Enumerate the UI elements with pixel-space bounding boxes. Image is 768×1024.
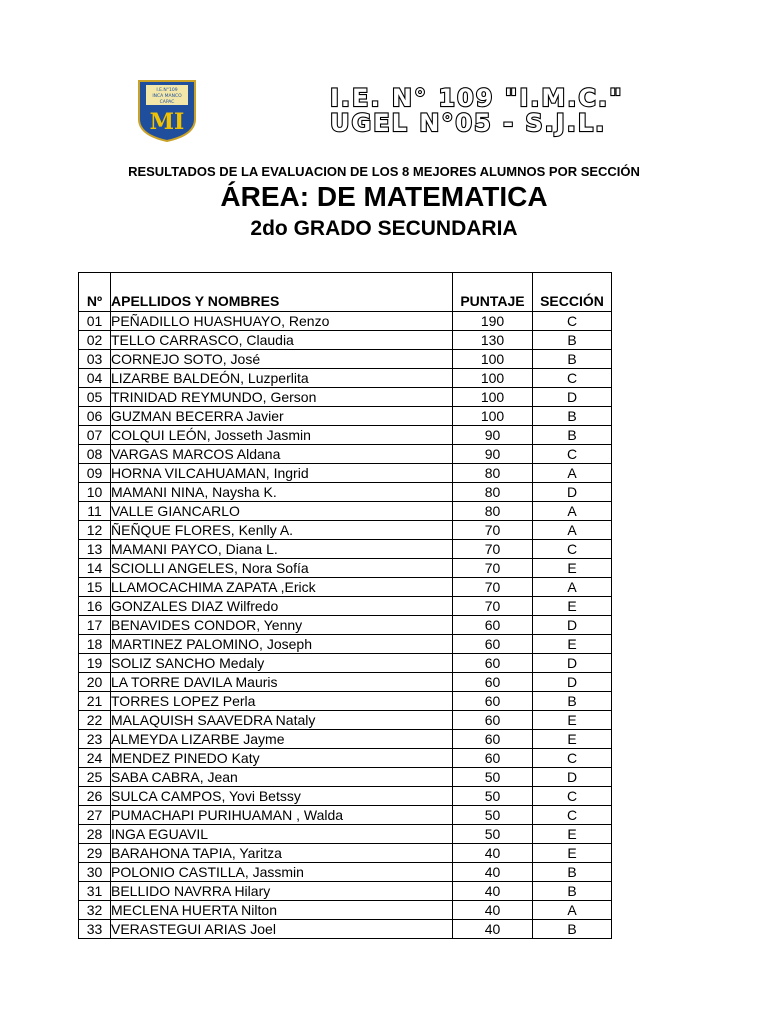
row-number: 33 (79, 920, 111, 939)
score-cell: 60 (453, 749, 533, 768)
section-cell: A (533, 578, 612, 597)
score-cell: 60 (453, 654, 533, 673)
score-cell: 50 (453, 825, 533, 844)
section-cell: C (533, 445, 612, 464)
row-number: 12 (79, 521, 111, 540)
score-cell: 40 (453, 901, 533, 920)
row-number: 13 (79, 540, 111, 559)
row-number: 29 (79, 844, 111, 863)
table-row (79, 673, 612, 692)
score-cell: 60 (453, 616, 533, 635)
row-number: 21 (79, 692, 111, 711)
score-cell: 60 (453, 635, 533, 654)
row-number: 01 (79, 312, 111, 331)
row-number: 22 (79, 711, 111, 730)
score-cell: 60 (453, 730, 533, 749)
score-cell: 40 (453, 844, 533, 863)
row-number: 23 (79, 730, 111, 749)
student-name: MAMANI NINA, Naysha K. (111, 483, 453, 502)
score-cell: 70 (453, 597, 533, 616)
table-row (79, 863, 612, 882)
score-cell: 40 (453, 863, 533, 882)
section-cell: D (533, 388, 612, 407)
score-cell: 60 (453, 692, 533, 711)
score-cell: 60 (453, 673, 533, 692)
section-cell: E (533, 597, 612, 616)
section-cell: E (533, 825, 612, 844)
row-number: 15 (79, 578, 111, 597)
section-cell: C (533, 540, 612, 559)
row-number: 18 (79, 635, 111, 654)
table-row (79, 312, 612, 331)
student-name: GUZMAN BECERRA Javier (111, 407, 453, 426)
table-row (79, 635, 612, 654)
results-subtitle: RESULTADOS DE LA EVALUACION DE LOS 8 MEJORES ALUMNOS POR SECCIÓN (128, 164, 640, 179)
score-cell: 130 (453, 331, 533, 350)
score-cell: 40 (453, 882, 533, 901)
row-number: 09 (79, 464, 111, 483)
section-cell: B (533, 407, 612, 426)
results-table (78, 272, 612, 939)
row-number: 32 (79, 901, 111, 920)
area-title: ÁREA: DE MATEMATICA (220, 181, 548, 212)
score-cell: 70 (453, 540, 533, 559)
section-cell: C (533, 787, 612, 806)
logo-letters: MI (149, 109, 185, 135)
table-row (79, 806, 612, 825)
student-name: CORNEJO SOTO, José (111, 350, 453, 369)
score-cell: 60 (453, 711, 533, 730)
section-cell: C (533, 749, 612, 768)
student-name: TELLO CARRASCO, Claudia (111, 331, 453, 350)
table-row (79, 597, 612, 616)
section-cell: B (533, 331, 612, 350)
score-cell: 100 (453, 388, 533, 407)
table-row (79, 521, 612, 540)
table-row (79, 692, 612, 711)
table-row (79, 616, 612, 635)
student-name: BELLIDO NAVRRA Hilary (111, 882, 453, 901)
section-cell: B (533, 692, 612, 711)
section-cell: B (533, 882, 612, 901)
shield-emblem-icon (137, 79, 197, 143)
student-name: HORNA VILCAHUAMAN, Ingrid (111, 464, 453, 483)
score-cell: 80 (453, 464, 533, 483)
row-number: 30 (79, 863, 111, 882)
table-row (79, 388, 612, 407)
student-name: ALMEYDA LIZARBE Jayme (111, 730, 453, 749)
student-name: PUMACHAPI PURIHUAMAN , Walda (111, 806, 453, 825)
student-name: MARTINEZ PALOMINO, Joseph (111, 635, 453, 654)
score-cell: 100 (453, 407, 533, 426)
svg-text:CAPAC: CAPAC (159, 100, 175, 105)
score-cell: 90 (453, 445, 533, 464)
row-number: 27 (79, 806, 111, 825)
table-row (79, 787, 612, 806)
score-cell: 70 (453, 559, 533, 578)
row-number: 31 (79, 882, 111, 901)
student-name: POLONIO CASTILLA, Jassmin (111, 863, 453, 882)
row-number: 25 (79, 768, 111, 787)
table-row (79, 749, 612, 768)
svg-text:INCA MANCO: INCA MANCO (152, 94, 182, 99)
school-title (330, 86, 750, 136)
student-name: LLAMOCACHIMA ZAPATA ,Erick (111, 578, 453, 597)
table-row (79, 882, 612, 901)
student-name: MAMANI PAYCO, Diana L. (111, 540, 453, 559)
table-row (79, 825, 612, 844)
score-cell: 90 (453, 426, 533, 445)
table-row (79, 502, 612, 521)
section-cell: A (533, 464, 612, 483)
student-name: GONZALES DIAZ Wilfredo (111, 597, 453, 616)
student-name: COLQUI LEÓN, Josseth Jasmin (111, 426, 453, 445)
section-cell: E (533, 559, 612, 578)
table-row (79, 331, 612, 350)
student-name: MALAQUISH SAAVEDRA Nataly (111, 711, 453, 730)
table-row (79, 578, 612, 597)
student-name: BARAHONA TAPIA, Yaritza (111, 844, 453, 863)
row-number: 20 (79, 673, 111, 692)
section-cell: A (533, 901, 612, 920)
table-row (79, 464, 612, 483)
row-number: 08 (79, 445, 111, 464)
table-row (79, 445, 612, 464)
student-name: ÑEÑQUE FLORES, Kenlly A. (111, 521, 453, 540)
student-name: MENDEZ PINEDO Katy (111, 749, 453, 768)
school-logo (137, 79, 197, 143)
section-cell: D (533, 673, 612, 692)
student-name: LA TORRE DAVILA Mauris (111, 673, 453, 692)
student-name: VERASTEGUI ARIAS Joel (111, 920, 453, 939)
section-cell: E (533, 730, 612, 749)
section-cell: D (533, 768, 612, 787)
student-name: SABA CABRA, Jean (111, 768, 453, 787)
row-number: 19 (79, 654, 111, 673)
section-cell: D (533, 483, 612, 502)
logo-band-text: I.E.N°109 (156, 88, 178, 93)
student-name: MECLENA HUERTA Nilton (111, 901, 453, 920)
row-number: 26 (79, 787, 111, 806)
student-name: PEÑADILLO HUASHUAYO, Renzo (111, 312, 453, 331)
row-number: 28 (79, 825, 111, 844)
section-cell: E (533, 844, 612, 863)
row-number: 16 (79, 597, 111, 616)
table-row (79, 730, 612, 749)
table-row (79, 540, 612, 559)
section-cell: A (533, 521, 612, 540)
section-cell: E (533, 711, 612, 730)
row-number: 06 (79, 407, 111, 426)
section-cell: B (533, 920, 612, 939)
table-row (79, 369, 612, 388)
row-number: 17 (79, 616, 111, 635)
score-cell: 50 (453, 787, 533, 806)
row-number: 11 (79, 502, 111, 521)
row-number: 05 (79, 388, 111, 407)
score-cell: 80 (453, 483, 533, 502)
row-number: 03 (79, 350, 111, 369)
section-cell: D (533, 654, 612, 673)
row-number: 07 (79, 426, 111, 445)
section-cell: C (533, 806, 612, 825)
student-name: VALLE GIANCARLO (111, 502, 453, 521)
table-row (79, 654, 612, 673)
student-name: INGA EGUAVIL (111, 825, 453, 844)
score-cell: 190 (453, 312, 533, 331)
table-row (79, 844, 612, 863)
score-cell: 100 (453, 350, 533, 369)
section-cell: C (533, 369, 612, 388)
table-row (79, 350, 612, 369)
grade-title: 2do GRADO SECUNDARIA (250, 217, 518, 240)
column-header-score: PUNTAJE (453, 273, 533, 312)
student-name: SULCA CAMPOS, Yovi Betssy (111, 787, 453, 806)
row-number: 10 (79, 483, 111, 502)
student-name: TORRES LOPEZ Perla (111, 692, 453, 711)
column-header-section: SECCIÓN (533, 273, 612, 312)
table-row (79, 483, 612, 502)
student-name: SOLIZ SANCHO Medaly (111, 654, 453, 673)
score-cell: 50 (453, 768, 533, 787)
row-number: 02 (79, 331, 111, 350)
score-cell: 100 (453, 369, 533, 388)
table-row (79, 407, 612, 426)
score-cell: 70 (453, 521, 533, 540)
section-cell: E (533, 635, 612, 654)
table-row (79, 901, 612, 920)
table-header-row (79, 273, 612, 312)
student-name: BENAVIDES CONDOR, Yenny (111, 616, 453, 635)
section-cell: C (533, 312, 612, 331)
ugel-name: UGEL N°05 - S.J.L. (330, 109, 607, 137)
student-name: TRINIDAD REYMUNDO, Gerson (111, 388, 453, 407)
section-cell: B (533, 350, 612, 369)
column-header-name: APELLIDOS Y NOMBRES (111, 273, 453, 312)
student-name: SCIOLLI ANGELES, Nora Sofía (111, 559, 453, 578)
section-cell: B (533, 426, 612, 445)
row-number: 24 (79, 749, 111, 768)
column-header-number: Nº (79, 273, 111, 312)
row-number: 14 (79, 559, 111, 578)
school-name: I.E. N° 109 "I.M.C." (330, 84, 624, 112)
row-number: 04 (79, 369, 111, 388)
score-cell: 50 (453, 806, 533, 825)
student-name: VARGAS MARCOS Aldana (111, 445, 453, 464)
table-row (79, 920, 612, 939)
table-row (79, 426, 612, 445)
section-cell: D (533, 616, 612, 635)
table-row (79, 768, 612, 787)
student-name: LIZARBE BALDEÓN, Luzperlita (111, 369, 453, 388)
score-cell: 80 (453, 502, 533, 521)
table-row (79, 711, 612, 730)
table-row (79, 559, 612, 578)
section-cell: A (533, 502, 612, 521)
section-cell: B (533, 863, 612, 882)
score-cell: 70 (453, 578, 533, 597)
score-cell: 40 (453, 920, 533, 939)
